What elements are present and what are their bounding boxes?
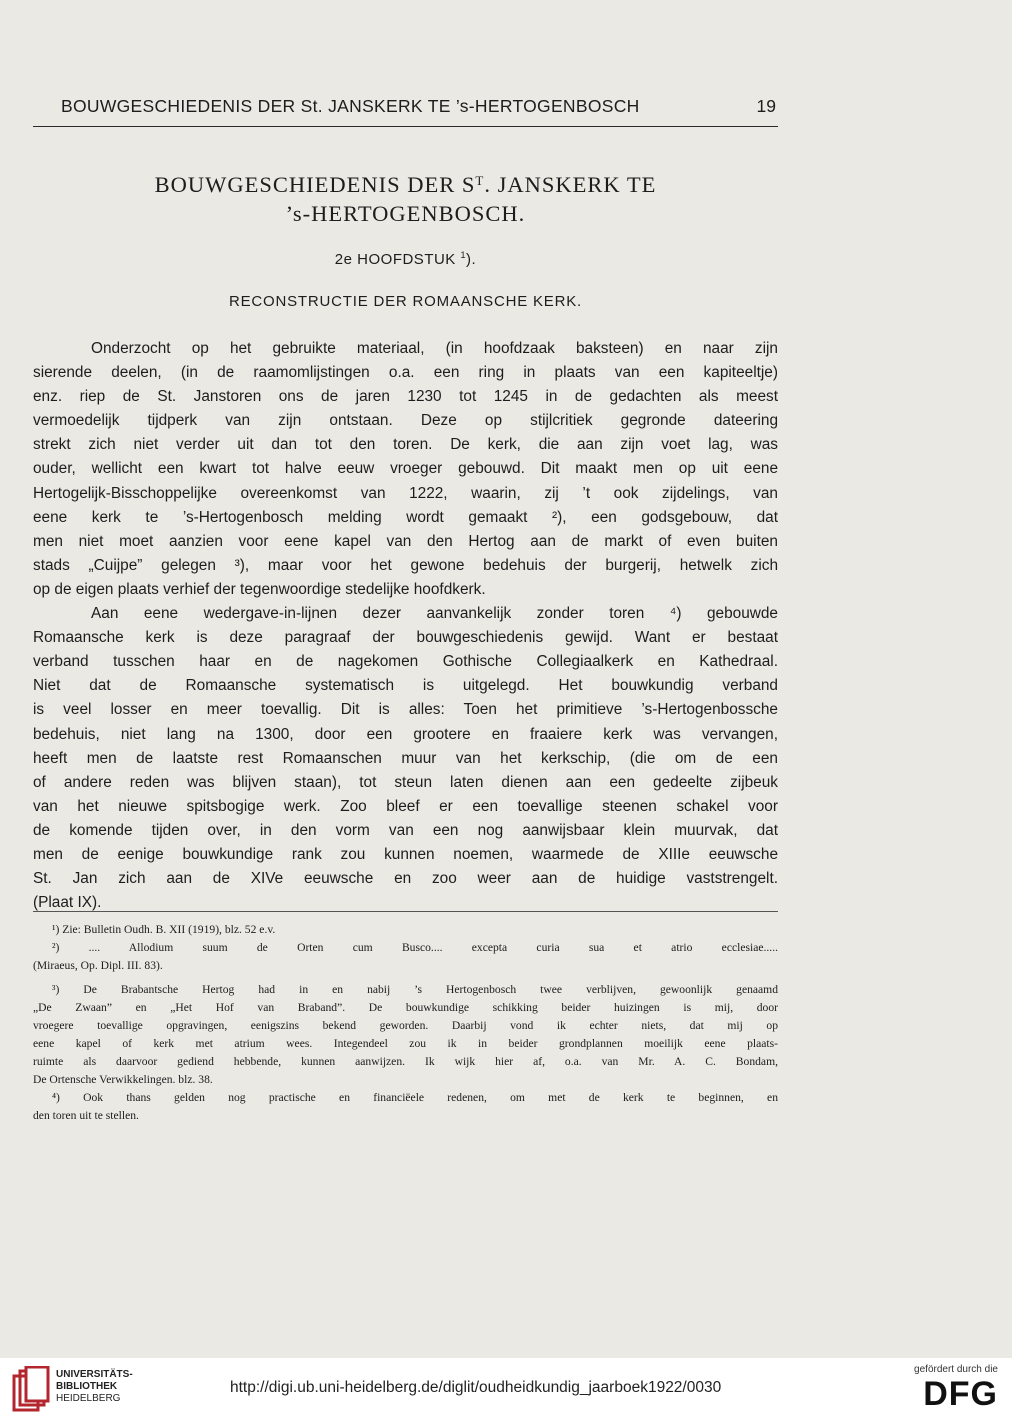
footnote-divider xyxy=(33,911,778,912)
article-title-line-1: BOUWGESCHIEDENIS DER $S^T$. JANSKERK TE xyxy=(154,172,657,197)
footnote-3: ³) De Brabantsche Hertog had in en nabij ’s Hertogenbosch twee verblijven, gewoonlijk genaamd xyxy=(52,983,778,996)
text-line: bedehuis, niet lang na 1300, door een grootere en fraaiere kerk was vervangen, xyxy=(33,725,778,743)
university-library-logo-icon[interactable] xyxy=(12,1366,52,1414)
text-line: men niet moet aanzien voor eene kapel van den Hertog aan de markt of even buiten xyxy=(33,532,778,550)
library-name-line: BIBLIOTHEK xyxy=(56,1381,118,1392)
footnote-1: ¹) Zie: Bulletin Oudh. B. XII (1919), blz. 52 e.v. xyxy=(52,923,276,936)
footnote-4-cont: den toren uit te stellen. xyxy=(33,1109,139,1122)
text-line: Onderzocht op het gebruikte materiaal, (in hoofdzaak baksteen) en naar zijn xyxy=(91,340,778,357)
funder-logo[interactable] xyxy=(896,1364,998,1413)
library-name-line: HEIDELBERG xyxy=(56,1393,121,1404)
chapter-heading: 2e HOOFDSTUK $^1$). xyxy=(334,250,477,268)
text-line: verband tusschen haar en de nagekomen Gothische Collegiaalkerk en Kathedraal. xyxy=(33,653,778,671)
footnote-3-cont: vroegere toevallige opgravingen, eenigszins bekend geworden. Daarbij vond ik echter niets, dat mij op xyxy=(33,1019,778,1032)
page-number: 19 xyxy=(756,96,776,116)
footnotes xyxy=(33,921,778,1125)
paragraph-1 xyxy=(33,337,778,602)
text-line: heeft men de laatste rest Romaanschen muur van het kerkschip, (die om de een xyxy=(33,749,778,767)
text-line: enz. riep de St. Janstoren ons de jaren 1230 tot 1245 in de gedachten als meest xyxy=(33,388,778,406)
article-title-line-2: ’s-HERTOGENBOSCH. xyxy=(285,201,526,226)
footnote-3-cont: eene kapel of kerk met atrium wees. Integendeel zou ik in beider grondplannen moeilijk eene plaats- xyxy=(33,1037,778,1050)
text-line: de komende tijden over, in den vorm van een nog aanwijsbaar klein muurvak, dat xyxy=(33,821,778,839)
text-line: eene kerk te ’s-Hertogenbosch melding wordt gemaakt ²), een godsgebouw, dat xyxy=(33,508,778,526)
body-text xyxy=(33,337,778,915)
section-heading: RECONSTRUCTIE DER ROMAANSCHE KERK. xyxy=(228,293,583,310)
text-line: Romaansche kerk is deze paragraaf der bouwgeschiedenis gewijd. Want er bestaat xyxy=(33,629,778,647)
text-line: Hertogelijk-Bisschoppelijke overeenkomst van 1222, waarin, zij ’t ook zijdelings, van xyxy=(33,484,778,502)
viewer-footer xyxy=(0,1358,1012,1422)
footnote-3-cont: „De Zwaan” en „Het Hof van Braband”. De bouwkundige schikking beider huizingen is mij, door xyxy=(33,1001,778,1014)
footnote-3-cont: De Ortensche Verwikkelingen. blz. 38. xyxy=(33,1073,213,1086)
text-line: St. Jan zich aan de XIVe eeuwsche en zoo weer aan de huidige vaststrengelt. xyxy=(33,870,778,888)
text-line: op de eigen plaats verhief der tegenwoordige stedelijke hoofdkerk. xyxy=(33,580,486,598)
text-line: of andere reden was blijven staan), tot steun laten dienen aan een gedeelte zijbeuk xyxy=(33,773,778,791)
text-line: (Plaat IX). xyxy=(33,894,102,912)
text-line: ouder, wellicht een kwart tot halve eeuw vroeger gebouwd. Dit maakt men op uit eene xyxy=(33,460,778,478)
text-line: men de eenige bouwkundige rank zou kunnen noemen, waarmede de XIIIe eeuwsche xyxy=(33,845,778,863)
text-line: van het nieuwe spitsbogige werk. Zoo bleef er een toevallige steenen schakel voor xyxy=(33,797,778,815)
footnote-4: ⁴) Ook thans gelden nog practische en financiëele redenen, om met de kerk te beginnen, en xyxy=(52,1091,778,1104)
text-line: Niet dat de Romaansche systematisch is uitgelegd. Het bouwkundig verband xyxy=(33,677,778,695)
footnote-2-cont: (Miraeus, Op. Dipl. III. 83). xyxy=(33,959,163,972)
footnote-2: ²) .... Allodium suum de Orten cum Busco.... excepta curia sua et atrio ecclesiae..... xyxy=(52,941,778,954)
footnote-3-cont: ruimte als daarvoor gediend hebbende, kunnen aanwijzen. Ik wijk hier af, o.a. van Mr. A. C. Bondam, xyxy=(33,1055,778,1068)
permalink-url[interactable]: http://digi.ub.uni-heidelberg.de/diglit/oudheidkundig_jaarboek1922/0030 xyxy=(230,1379,722,1396)
text-line: sierende deelen, (in de raamomlijstingen o.a. een ring in plaats van een kapiteeltje) xyxy=(33,364,778,382)
paragraph-2 xyxy=(33,602,778,915)
text-line: stads „Cuijpe” gelegen ³), maar voor het gewone bedehuis der burgerij, hetwelk zich xyxy=(33,556,778,574)
text-line: vermoedelijk tijdperk van zijn ontstaan. Deze op stijlcritiek gegronde dateering xyxy=(33,412,778,430)
text-line: strekt zich niet verder uit dan tot den toren. De kerk, die aan zijn voet lag, was xyxy=(33,436,778,454)
footnote-ref[interactable]: 1 xyxy=(460,250,467,260)
running-head xyxy=(33,96,778,127)
running-head-title: BOUWGESCHIEDENIS DER St. JANSKERK TE ’s-HERTOGENBOSCH xyxy=(61,96,640,116)
text-line: Aan eene wedergave-in-lijnen dezer aanvankelijk zonder toren ⁴) gebouwde xyxy=(91,605,778,623)
text-line: is veel losser en meer toevallig. Dit is alles: Toen het primitieve ’s-Hertogenbossche xyxy=(33,701,778,719)
library-name[interactable] xyxy=(56,1369,133,1405)
dfg-logo: DFG xyxy=(923,1375,998,1413)
funder-label: gefördert durch die xyxy=(914,1364,998,1375)
library-name-line: UNIVERSITÄTS- xyxy=(56,1369,133,1380)
